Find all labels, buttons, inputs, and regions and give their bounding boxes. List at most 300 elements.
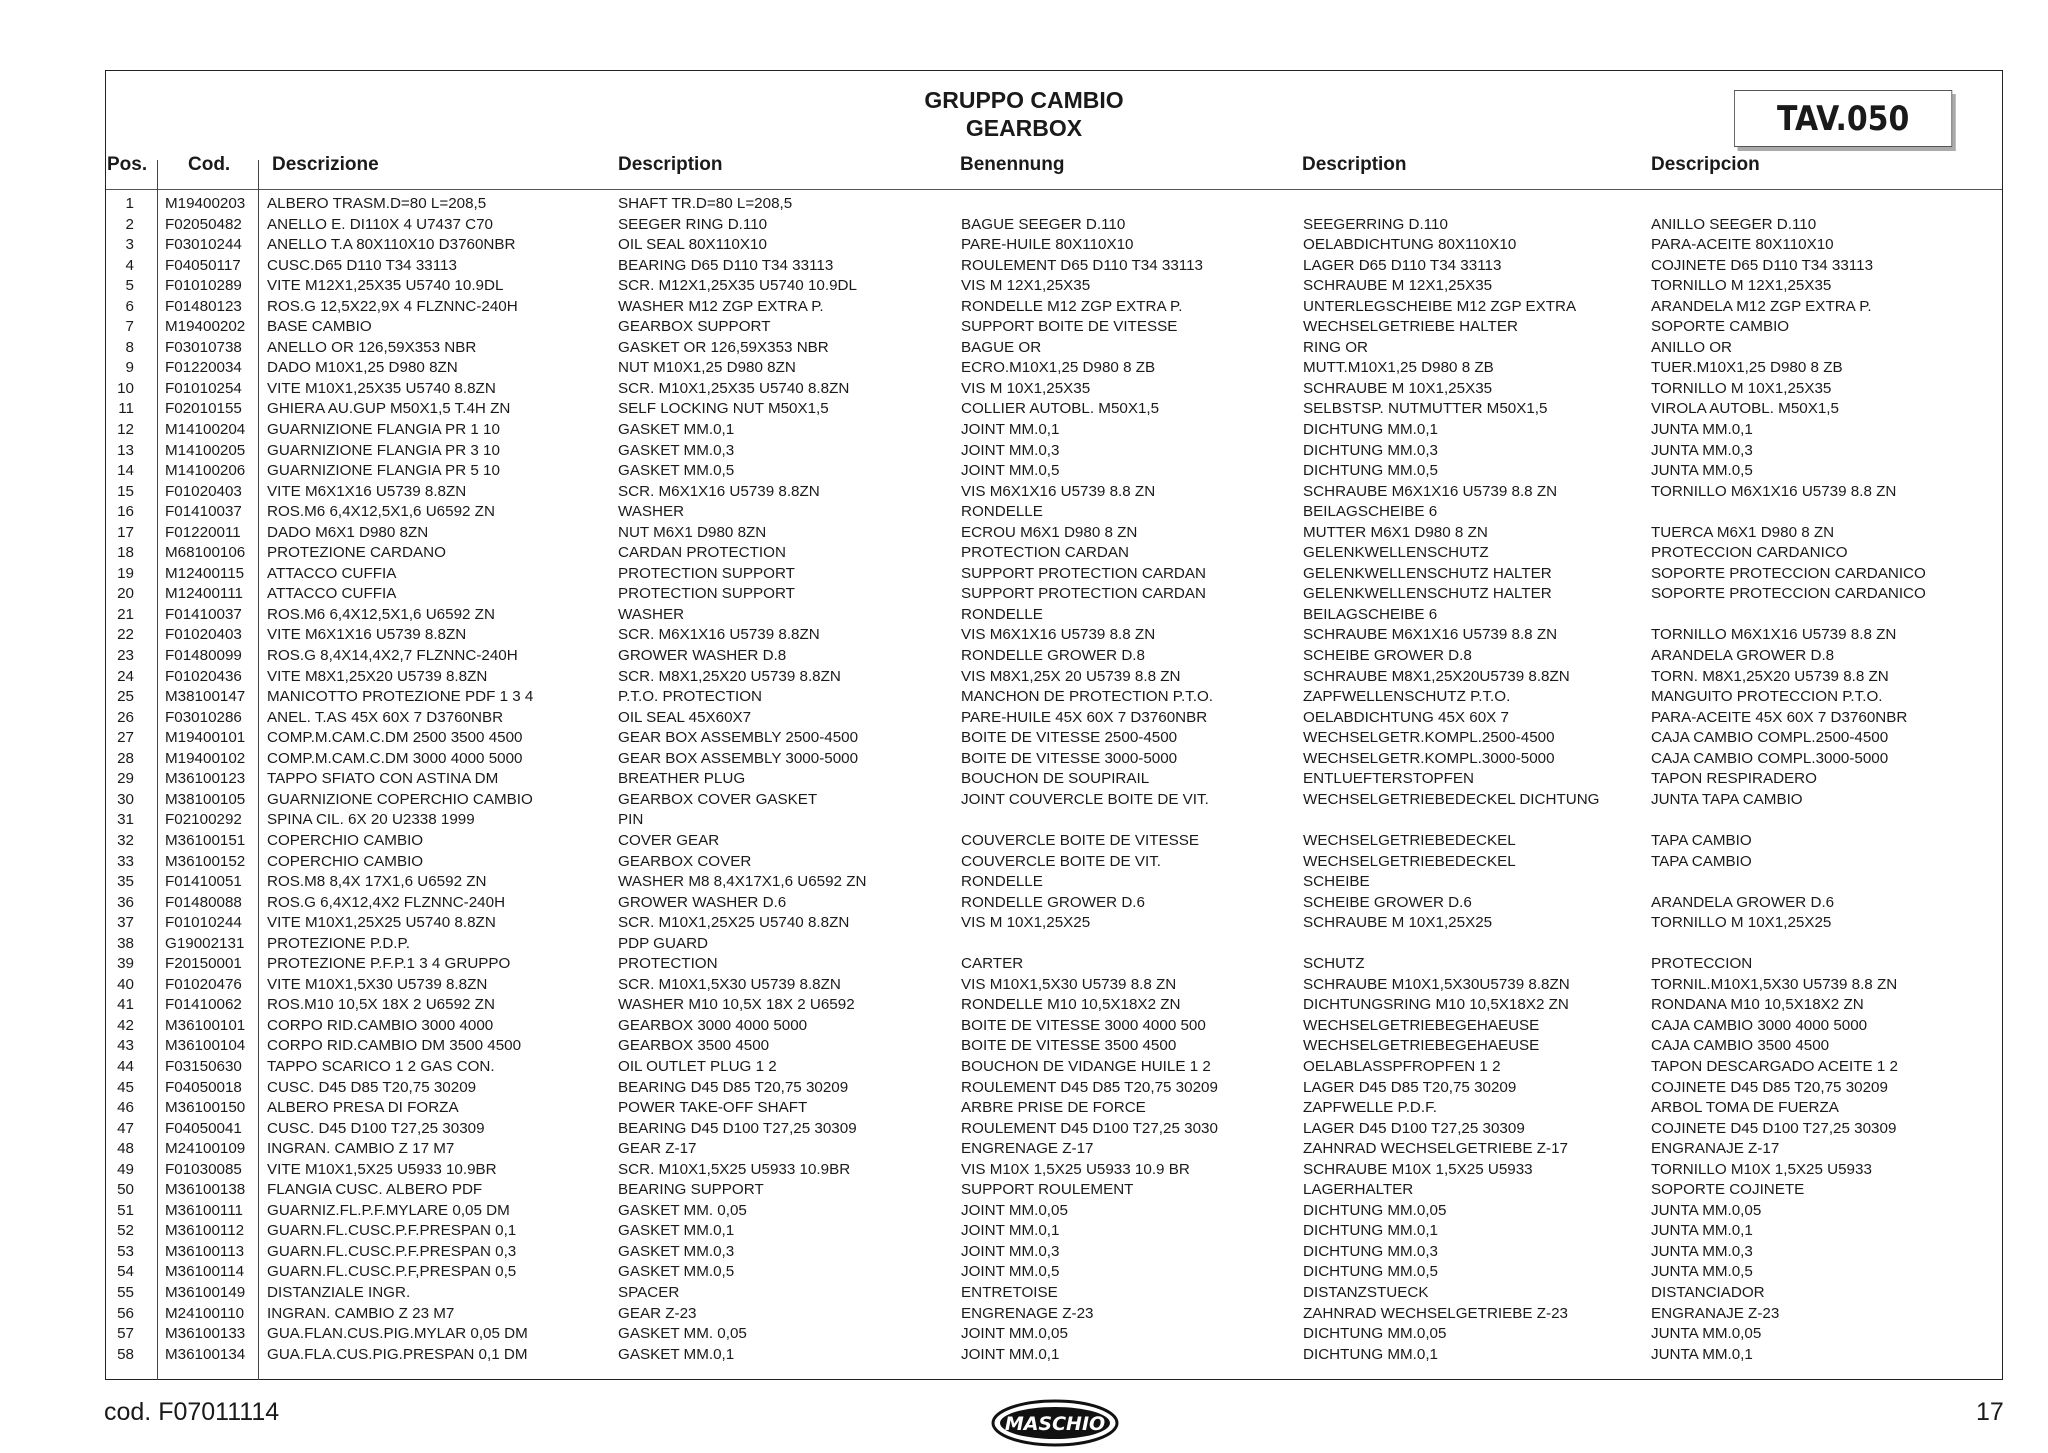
row-code: M12400115 [165, 564, 245, 582]
row-desc-en: OIL SEAL 80X110X10 [618, 236, 767, 254]
row-code: M36100113 [165, 1242, 245, 1260]
table-row [106, 934, 2002, 955]
row-desc-de: SEEGERRING D.110 [1303, 215, 1448, 233]
row-desc-it: CUSC. D45 D85 T20,75 30209 [267, 1078, 477, 1096]
row-desc-de: SCHRAUBE M6X1X16 U5739 8.8 ZN [1303, 626, 1558, 644]
row-code: F20150001 [165, 955, 242, 973]
row-desc-it: GUARNIZIONE FLANGIA PR 5 10 [267, 462, 500, 480]
row-code: F01480099 [165, 647, 242, 665]
row-desc-it: DADO M6X1 D980 8ZN [267, 523, 429, 541]
row-code: F04050117 [165, 256, 241, 274]
row-desc-it: CUSC. D45 D100 T27,25 30309 [267, 1119, 485, 1137]
row-desc-de: SCHRAUBE M 10X1,25X35 [1303, 379, 1493, 397]
row-desc-en: GASKET MM.0,3 [618, 1242, 735, 1260]
row-desc-en: SHAFT TR.D=80 L=208,5 [618, 195, 793, 212]
row-desc-de: SCHRAUBE M6X1X16 U5739 8.8 ZN [1303, 482, 1558, 500]
row-desc-en: NUT M10X1,25 D980 8ZN [618, 359, 796, 377]
title-english: GEARBOX [965, 115, 1083, 141]
row-code: M36100149 [165, 1283, 246, 1301]
row-desc-fr: SUPPORT BOITE DE VITESSE [961, 318, 1178, 336]
row-desc-es: DISTANCIADOR [1651, 1283, 1765, 1301]
row-desc-it: SPINA CIL. 6X 20 U2338 1999 [267, 811, 475, 829]
row-desc-fr: VIS M10X 1,5X25 U5933 10.9 BR [961, 1160, 1190, 1178]
row-desc-en: GASKET MM. 0,05 [618, 1201, 747, 1219]
row-pos: 35 [117, 873, 134, 891]
row-desc-en: GEAR Z-17 [618, 1140, 697, 1158]
row-pos: 45 [117, 1078, 134, 1096]
row-code: F01010254 [165, 379, 242, 397]
table-row [106, 297, 2002, 318]
row-desc-de: WECHSELGETRIEBEDECKEL [1303, 852, 1516, 870]
row-desc-fr: PARE-HUILE 45X 60X 7 D3760NBR [961, 708, 1208, 726]
row-desc-de: DICHTUNG MM.0,3 [1303, 1242, 1439, 1260]
row-pos: 51 [117, 1201, 134, 1219]
row-desc-es: TORNILLO M 10X1,25X25 [1651, 914, 1832, 932]
row-desc-en: BEARING D45 D85 T20,75 30209 [618, 1078, 849, 1096]
table-row [106, 1283, 2002, 1304]
row-desc-de: DICHTUNG MM.0,05 [1303, 1201, 1447, 1219]
row-desc-it: VITE M8X1,25X20 U5739 8.8ZN [267, 667, 488, 685]
row-desc-it: ROS.M6 6,4X12,5X1,6 U6592 ZN [267, 503, 495, 521]
row-pos: 33 [117, 852, 134, 870]
table-row [106, 749, 2002, 770]
row-desc-de: DISTANZSTUECK [1303, 1283, 1429, 1301]
table-row [106, 790, 2002, 811]
row-code: F01020436 [165, 667, 242, 685]
row-pos: 20 [117, 585, 134, 603]
row-pos: 21 [117, 605, 134, 623]
row-desc-es: JUNTA MM.0,1 [1651, 1345, 1753, 1363]
row-desc-de: DICHTUNG MM.0,3 [1303, 441, 1439, 459]
row-desc-it: ATTACCO CUFFIA [267, 564, 397, 582]
row-code: F01480088 [165, 893, 242, 911]
row-code: M36100104 [165, 1037, 246, 1055]
row-desc-en: GEARBOX COVER [618, 852, 752, 870]
row-pos: 40 [117, 975, 134, 993]
row-desc-es: CAJA CAMBIO 3000 4000 5000 [1651, 1016, 1868, 1034]
row-code: F04050018 [165, 1078, 242, 1096]
row-desc-de: ENTLUEFTERSTOPFEN [1303, 770, 1475, 788]
row-desc-en: WASHER M12 ZGP EXTRA P. [618, 297, 824, 315]
row-desc-fr: VIS M10X1,5X30 U5739 8.8 ZN [961, 975, 1177, 993]
row-desc-fr: ROULEMENT D65 D110 T34 33113 [961, 256, 1203, 274]
row-desc-de: SELBSTSP. NUTMUTTER M50X1,5 [1303, 400, 1548, 418]
row-pos: 15 [117, 482, 134, 500]
row-code: G19002131 [165, 934, 245, 952]
row-code: M14100206 [165, 462, 246, 480]
row-desc-it: GUA.FLA.CUS.PIG.PRESPAN 0,1 DM [267, 1345, 528, 1363]
row-pos: 29 [117, 770, 134, 788]
row-desc-fr: ARBRE PRISE DE FORCE [961, 1099, 1146, 1117]
row-desc-de: SCHRAUBE M8X1,25X20U5739 8.8ZN [1303, 667, 1570, 685]
row-code: M36100114 [165, 1263, 245, 1281]
row-pos: 36 [117, 893, 134, 911]
row-desc-en: GROWER WASHER D.6 [618, 893, 787, 911]
row-pos: 18 [117, 544, 134, 562]
row-desc-en: SCR. M10X1,25X25 U5740 8.8ZN [618, 914, 850, 932]
table-row [106, 1016, 2002, 1037]
row-code: F01020403 [165, 626, 242, 644]
row-desc-it: PROTEZIONE CARDANO [267, 544, 446, 562]
table-row [106, 667, 2002, 688]
row-pos: 14 [117, 462, 134, 480]
row-desc-en: POWER TAKE-OFF SHAFT [618, 1099, 808, 1117]
table-row [106, 995, 2002, 1016]
row-desc-es: SOPORTE COJINETE [1651, 1181, 1805, 1199]
row-desc-es: JUNTA TAPA CAMBIO [1651, 790, 1803, 808]
row-desc-es: TAPA CAMBIO [1651, 852, 1752, 870]
row-desc-de: DICHTUNG MM.0,1 [1303, 1345, 1439, 1363]
row-desc-en: WASHER [618, 605, 685, 623]
row-pos: 2 [125, 215, 134, 233]
row-desc-fr: RONDELLE [961, 503, 1043, 521]
row-pos: 54 [117, 1263, 134, 1281]
row-desc-en: GEAR BOX ASSEMBLY 2500-4500 [618, 729, 859, 747]
column-header-descripcion: Descripcion [1651, 154, 1760, 175]
row-desc-fr: ENGRENAGE Z-17 [961, 1140, 1094, 1158]
row-desc-it: ANELLO E. DI110X 4 U7437 C70 [267, 215, 493, 233]
row-desc-es: JUNTA MM.0,5 [1651, 462, 1753, 480]
row-desc-it: VITE M6X1X16 U5739 8.8ZN [267, 626, 467, 644]
row-desc-es: RONDANA M10 10,5X18X2 ZN [1651, 996, 1864, 1014]
row-code: F03150630 [165, 1057, 242, 1075]
row-desc-fr: VIS M6X1X16 U5739 8.8 ZN [961, 626, 1156, 644]
row-desc-en: GEAR Z-23 [618, 1304, 697, 1322]
row-code: M19400101 [165, 729, 246, 747]
row-desc-en: COVER GEAR [618, 831, 720, 849]
row-desc-en: GEARBOX COVER GASKET [618, 790, 818, 808]
row-desc-es: ARANDELA M12 ZGP EXTRA P. [1651, 297, 1872, 315]
row-desc-de: DICHTUNG MM.0,5 [1303, 1263, 1439, 1281]
row-desc-fr: VIS M 12X1,25X35 [961, 277, 1091, 295]
table-row [106, 358, 2002, 379]
row-desc-fr: JOINT MM.0,5 [961, 462, 1060, 480]
row-desc-de: LAGER D45 D100 T27,25 30309 [1303, 1119, 1525, 1137]
title-italian: GRUPPO CAMBIO [924, 87, 1124, 113]
row-desc-de: GELENKWELLENSCHUTZ HALTER [1303, 564, 1552, 582]
row-pos: 48 [117, 1140, 134, 1158]
row-desc-it: VITE M6X1X16 U5739 8.8ZN [267, 482, 467, 500]
row-desc-en: SCR. M12X1,25X35 U5740 10.9DL [618, 277, 857, 295]
row-desc-fr: VIS M8X1,25X 20 U5739 8.8 ZN [961, 667, 1181, 685]
row-desc-fr: JOINT MM.0,1 [961, 421, 1060, 439]
row-pos: 13 [117, 441, 134, 459]
row-desc-de: BEILAGSCHEIBE 6 [1303, 503, 1438, 521]
row-desc-it: PROTEZIONE P.D.P. [267, 934, 410, 952]
row-code: M19400102 [165, 749, 246, 767]
row-desc-it: DISTANZIALE INGR. [267, 1283, 411, 1301]
row-desc-es: TORNILLO M 10X1,25X35 [1651, 379, 1832, 397]
row-desc-fr: SUPPORT PROTECTION CARDAN [961, 585, 1207, 603]
row-desc-fr: VIS M6X1X16 U5739 8.8 ZN [961, 482, 1156, 500]
table-row [106, 1345, 2002, 1366]
row-desc-en: WASHER [618, 503, 685, 521]
row-desc-en: GEARBOX 3500 4500 [618, 1037, 770, 1055]
row-desc-en: SCR. M6X1X16 U5739 8.8ZN [618, 626, 820, 644]
table-row [106, 317, 2002, 338]
row-code: F01410062 [165, 996, 242, 1014]
row-pos: 39 [117, 955, 134, 973]
row-desc-es: TORNILLO M6X1X16 U5739 8.8 ZN [1651, 482, 1897, 500]
row-desc-en: PROTECTION [618, 955, 718, 973]
row-desc-es: ANILLO SEEGER D.110 [1651, 215, 1817, 233]
row-code: F03010244 [165, 236, 242, 254]
row-desc-en: SCR. M6X1X16 U5739 8.8ZN [618, 482, 820, 500]
row-desc-en: SPACER [618, 1283, 680, 1301]
row-pos: 17 [117, 523, 134, 541]
row-desc-fr: RONDELLE [961, 873, 1043, 891]
table-row [106, 1036, 2002, 1057]
row-desc-es: PARA-ACEITE 80X110X10 [1651, 236, 1834, 254]
row-desc-es: JUNTA MM.0,1 [1651, 421, 1753, 439]
row-desc-de: DICHTUNG MM.0,1 [1303, 1222, 1439, 1240]
row-desc-en: BEARING D45 D100 T27,25 30309 [618, 1119, 857, 1137]
row-desc-en: SCR. M8X1,25X20 U5739 8.8ZN [618, 667, 841, 685]
row-code: M19400203 [165, 195, 246, 212]
row-pos: 23 [117, 647, 134, 665]
row-desc-fr: JOINT MM.0,05 [961, 1201, 1068, 1219]
row-pos: 47 [117, 1119, 134, 1137]
row-code: F02100292 [165, 811, 242, 829]
row-desc-fr: BOITE DE VITESSE 3000 4000 500 [961, 1016, 1206, 1034]
row-code: M68100106 [165, 544, 246, 562]
row-desc-fr: RONDELLE M12 ZGP EXTRA P. [961, 297, 1183, 315]
row-desc-it: GUARN.FL.CUSC.P.F.PRESPAN 0,3 [267, 1242, 517, 1260]
row-pos: 28 [117, 749, 134, 767]
row-desc-en: GASKET MM. 0,05 [618, 1325, 747, 1343]
row-code: F01410051 [165, 873, 242, 891]
row-pos: 58 [117, 1345, 134, 1363]
row-desc-it: ROS.G 8,4X14,4X2,7 FLZNNC-240H [267, 647, 518, 665]
row-desc-es: SOPORTE PROTECCION CARDANICO [1651, 585, 1926, 603]
row-desc-it: CORPO RID.CAMBIO DM 3500 4500 [267, 1037, 522, 1055]
row-desc-es: COJINETE D45 D100 T27,25 30309 [1651, 1119, 1897, 1137]
row-code: F01480123 [165, 297, 242, 315]
table-row [106, 852, 2002, 873]
row-desc-es: SOPORTE PROTECCION CARDANICO [1651, 564, 1926, 582]
table-row [106, 625, 2002, 646]
row-pos: 9 [125, 359, 134, 377]
row-code: F01020403 [165, 482, 242, 500]
row-desc-en: GASKET MM.0,1 [618, 1345, 735, 1363]
row-desc-fr: BOITE DE VITESSE 3500 4500 [961, 1037, 1177, 1055]
row-desc-fr: COLLIER AUTOBL. M50X1,5 [961, 400, 1160, 418]
row-pos: 37 [117, 914, 134, 932]
row-desc-es: JUNTA MM.0,05 [1651, 1325, 1762, 1343]
row-pos: 6 [125, 297, 134, 315]
row-desc-de: SCHRAUBE M10X 1,5X25 U5933 [1303, 1160, 1533, 1178]
row-pos: 52 [117, 1222, 134, 1240]
table-row [106, 523, 2002, 544]
row-desc-it: MANICOTTO PROTEZIONE PDF 1 3 4 [267, 688, 534, 706]
row-desc-es: JUNTA MM.0,05 [1651, 1201, 1762, 1219]
row-code: F01010289 [165, 277, 242, 295]
row-desc-fr: BOUCHON DE VIDANGE HUILE 1 2 [961, 1057, 1211, 1075]
row-desc-it: TAPPO SCARICO 1 2 GAS CON. [267, 1057, 495, 1075]
row-desc-de: GELENKWELLENSCHUTZ HALTER [1303, 585, 1552, 603]
row-desc-en: P.T.O. PROTECTION [618, 688, 763, 706]
document-code: cod. F07011114 [104, 1398, 280, 1426]
row-code: F01220011 [165, 523, 241, 541]
row-pos: 42 [117, 1016, 134, 1034]
row-code: F03010286 [165, 708, 242, 726]
logo-text: MASCHIO [1004, 1413, 1106, 1435]
row-desc-de: SCHRAUBE M 12X1,25X35 [1303, 277, 1493, 295]
row-desc-fr: COUVERCLE BOITE DE VITESSE [961, 831, 1199, 849]
row-desc-en: SCR. M10X1,5X25 U5933 10.9BR [618, 1160, 851, 1178]
row-desc-fr: SUPPORT ROULEMENT [961, 1181, 1134, 1199]
row-desc-en: OIL OUTLET PLUG 1 2 [618, 1057, 777, 1075]
table-row [106, 1242, 2002, 1263]
table-row [106, 769, 2002, 790]
table-row [106, 605, 2002, 626]
table-row [106, 687, 2002, 708]
table-row [106, 1119, 2002, 1140]
row-desc-de: RING OR [1303, 338, 1368, 356]
row-code: M36100151 [165, 831, 246, 849]
row-desc-fr: ENGRENAGE Z-23 [961, 1304, 1094, 1322]
row-desc-en: GEARBOX 3000 4000 5000 [618, 1016, 808, 1034]
row-code: F01410037 [165, 605, 242, 623]
row-code: M38100147 [165, 688, 246, 706]
table-row [106, 543, 2002, 564]
row-desc-es: ARANDELA GROWER D.8 [1651, 647, 1835, 665]
row-pos: 12 [117, 421, 134, 439]
table-number-badge: TAV.050 [1734, 90, 1952, 147]
row-desc-it: VITE M12X1,25X35 U5740 10.9DL [267, 277, 504, 295]
row-code: F03010738 [165, 338, 242, 356]
row-desc-de: ZAPFWELLE P.D.F. [1303, 1099, 1437, 1117]
row-desc-de: SCHEIBE GROWER D.8 [1303, 647, 1472, 665]
row-desc-en: BEARING D65 D110 T34 33113 [618, 256, 834, 274]
row-desc-de: GELENKWELLENSCHUTZ [1303, 544, 1489, 562]
row-desc-fr: BOITE DE VITESSE 3000-5000 [961, 749, 1178, 767]
row-desc-it: ROS.G 6,4X12,4X2 FLZNNC-240H [267, 893, 506, 911]
row-desc-it: VITE M10X1,25X35 U5740 8.8ZN [267, 379, 496, 397]
row-desc-it: GUARNIZIONE FLANGIA PR 1 10 [267, 421, 500, 439]
row-desc-de: WECHSELGETRIEBEGEHAEUSE [1303, 1037, 1540, 1055]
row-pos: 8 [125, 338, 134, 356]
row-desc-fr: SUPPORT PROTECTION CARDAN [961, 564, 1207, 582]
row-desc-fr: ROULEMENT D45 D85 T20,75 30209 [961, 1078, 1218, 1096]
row-desc-it: BASE CAMBIO [267, 318, 372, 336]
table-row [106, 1262, 2002, 1283]
row-desc-fr: JOINT MM.0,5 [961, 1263, 1060, 1281]
row-desc-fr: ENTRETOISE [961, 1283, 1058, 1301]
row-pos: 19 [117, 564, 134, 582]
row-desc-es: JUNTA MM.0,3 [1651, 441, 1753, 459]
row-desc-fr: JOINT MM.0,1 [961, 1345, 1060, 1363]
row-desc-fr: RONDELLE [961, 605, 1043, 623]
table-row [106, 1180, 2002, 1201]
row-desc-es: ANILLO OR [1651, 338, 1733, 356]
row-code: F01020476 [165, 975, 242, 993]
row-pos: 27 [117, 729, 134, 747]
row-desc-it: GUARNIZIONE COPERCHIO CAMBIO [267, 790, 533, 808]
row-code: M36100133 [165, 1325, 246, 1343]
row-desc-de: LAGERHALTER [1303, 1181, 1414, 1199]
column-header-cod: Cod. [188, 154, 231, 175]
table-row [106, 564, 2002, 585]
page-number: 17 [1976, 1398, 2004, 1426]
table-row [106, 441, 2002, 462]
row-pos: 30 [117, 790, 134, 808]
row-desc-it: FLANGIA CUSC. ALBERO PDF [267, 1181, 483, 1199]
row-pos: 43 [117, 1037, 134, 1055]
table-row [106, 1324, 2002, 1345]
row-desc-es: TORNILLO M6X1X16 U5739 8.8 ZN [1651, 626, 1897, 644]
maschio-logo [990, 1398, 1120, 1453]
row-desc-de: OELABDICHTUNG 45X 60X 7 [1303, 708, 1509, 726]
row-desc-en: SCR. M10X1,5X30 U5739 8.8ZN [618, 975, 841, 993]
row-desc-de: MUTTER M6X1 D980 8 ZN [1303, 523, 1488, 541]
table-row [106, 338, 2002, 359]
row-desc-en: GROWER WASHER D.8 [618, 647, 787, 665]
row-desc-de: WECHSELGETR.KOMPL.2500-4500 [1303, 729, 1555, 747]
row-desc-fr: CARTER [961, 955, 1024, 973]
row-desc-de: BEILAGSCHEIBE 6 [1303, 605, 1438, 623]
row-desc-de: ZAHNRAD WECHSELGETRIEBE Z-23 [1303, 1304, 1568, 1322]
row-desc-es: PROTECCION [1651, 955, 1753, 973]
row-desc-de: SCHRAUBE M10X1,5X30U5739 8.8ZN [1303, 975, 1570, 993]
row-desc-en: SELF LOCKING NUT M50X1,5 [618, 400, 829, 418]
table-row [106, 420, 2002, 441]
row-desc-fr: BAGUE SEEGER D.110 [961, 215, 1126, 233]
row-desc-de: DICHTUNG MM.0,05 [1303, 1325, 1447, 1343]
table-row [106, 1221, 2002, 1242]
row-pos: 26 [117, 708, 134, 726]
row-desc-it: COPERCHIO CAMBIO [267, 831, 424, 849]
row-code: M36100101 [165, 1016, 246, 1034]
row-code: M36100152 [165, 852, 246, 870]
row-desc-de: ZAHNRAD WECHSELGETRIEBE Z-17 [1303, 1140, 1568, 1158]
row-desc-es: CAJA CAMBIO COMPL.2500-4500 [1651, 729, 1889, 747]
row-desc-en: GEARBOX SUPPORT [618, 318, 771, 336]
table-row [106, 831, 2002, 852]
row-code: M24100109 [165, 1140, 246, 1158]
row-desc-it: CUSC.D65 D110 T34 33113 [267, 256, 457, 274]
row-code: F01010244 [165, 914, 242, 932]
row-code: F01410037 [165, 503, 242, 521]
table-row [106, 1304, 2002, 1325]
row-code: M24100110 [165, 1304, 245, 1322]
row-desc-es: PARA-ACEITE 45X 60X 7 D3760NBR [1651, 708, 1908, 726]
row-pos: 24 [117, 667, 134, 685]
table-row [106, 461, 2002, 482]
row-desc-de: SCHEIBE GROWER D.6 [1303, 893, 1472, 911]
row-desc-en: SCR. M10X1,25X35 U5740 8.8ZN [618, 379, 850, 397]
row-desc-fr: JOINT MM.0,1 [961, 1222, 1060, 1240]
row-code: M14100205 [165, 441, 246, 459]
row-code: F01030085 [165, 1160, 242, 1178]
row-pos: 53 [117, 1242, 134, 1260]
row-desc-es: ENGRANAJE Z-23 [1651, 1304, 1780, 1322]
row-pos: 1 [125, 195, 134, 212]
row-desc-es: VIROLA AUTOBL. M50X1,5 [1651, 400, 1839, 418]
row-pos: 11 [118, 400, 134, 418]
table-row [106, 1160, 2002, 1181]
row-desc-it: DADO M10X1,25 D980 8ZN [267, 359, 458, 377]
table-row [106, 893, 2002, 914]
table-row [106, 646, 2002, 667]
row-desc-it: COMP.M.CAM.C.DM 2500 3500 4500 [267, 729, 523, 747]
row-desc-it: VITE M10X1,25X25 U5740 8.8ZN [267, 914, 496, 932]
row-desc-fr: VIS M 10X1,25X25 [961, 914, 1091, 932]
row-desc-fr: ECROU M6X1 D980 8 ZN [961, 523, 1138, 541]
row-desc-de: WECHSELGETRIEBEGEHAEUSE [1303, 1016, 1540, 1034]
row-desc-fr: RONDELLE GROWER D.6 [961, 893, 1145, 911]
row-desc-it: ROS.M8 8,4X 17X1,6 U6592 ZN [267, 873, 487, 891]
